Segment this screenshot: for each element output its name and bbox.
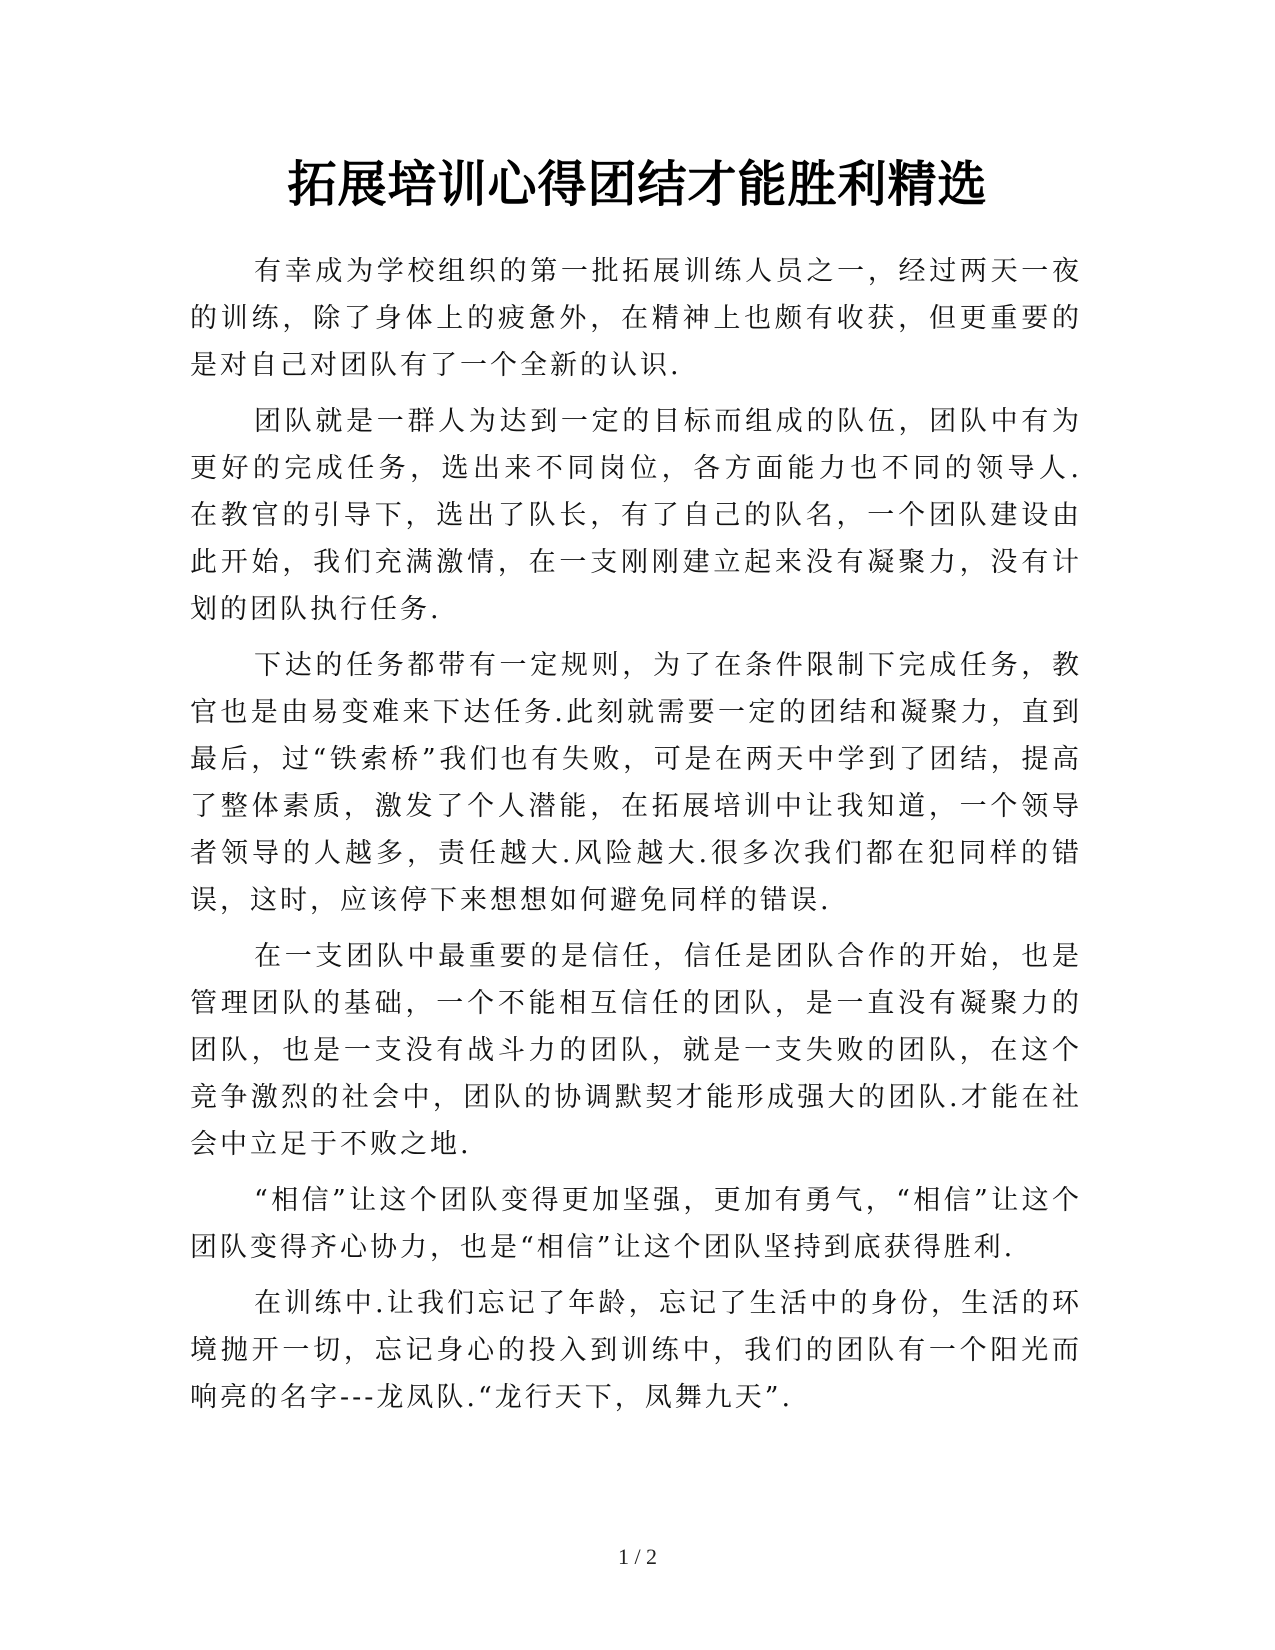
page-number: 1 / 2: [617, 1544, 658, 1569]
paragraph-3: 下达的任务都带有一定规则，为了在条件限制下完成任务，教官也是由易变难来下达任务.此刻就需要一定的团结和凝聚力，直到最后，过“铁索桥”我们也有失败，可是在两天中学到了团结，提高了整体素质，激发了个人潜能，在拓展培训中让我知道，一个领导者领导的人越多，责任越大.风险越大.很多次我们都在犯同样的错误，这时，应该停下来想想如何避免同样的错误.: [190, 650, 1082, 916]
paragraph-6: 在训练中.让我们忘记了年龄，忘记了生活中的身份，生活的环境抛开一切，忘记身心的投入到训练中，我们的团队有一个阳光而响亮的名字---龙凤队.“龙行天下，凤舞九天”.: [190, 1288, 1082, 1413]
paragraph-5: “相信”让这个团队变得更加坚强，更加有勇气，“相信”让这个团队变得齐心协力，也是“相信”让这个团队坚持到底获得胜利.: [190, 1185, 1082, 1263]
paragraph-4: 在一支团队中最重要的是信任，信任是团队合作的开始，也是管理团队的基础，一个不能相互信任的团队，是一直没有凝聚力的团队，也是一支没有战斗力的团队，就是一支失败的团队，在这个竞争激烈的社会中，团队的协调默契才能形成强大的团队.才能在社会中立足于不败之地.: [190, 941, 1082, 1160]
paragraph-1: 有幸成为学校组织的第一批拓展训练人员之一，经过两天一夜的训练，除了身体上的疲惫外，在精神上也颇有收获，但更重要的是对自己对团队有了一个全新的认识.: [190, 256, 1082, 381]
paragraph-2: 团队就是一群人为达到一定的目标而组成的队伍，团队中有为更好的完成任务，选出来不同岗位，各方面能力也不同的领导人. 在教官的引导下，选出了队长，有了自己的队名，一个团队建设由此开始，我们充满激情，在一支刚刚建立起来没有凝聚力，没有计划的团队执行任务.: [190, 406, 1082, 625]
document-body: [190, 248, 1082, 1430]
document-title: 拓展培训心得团结才能胜利精选: [287, 156, 988, 213]
